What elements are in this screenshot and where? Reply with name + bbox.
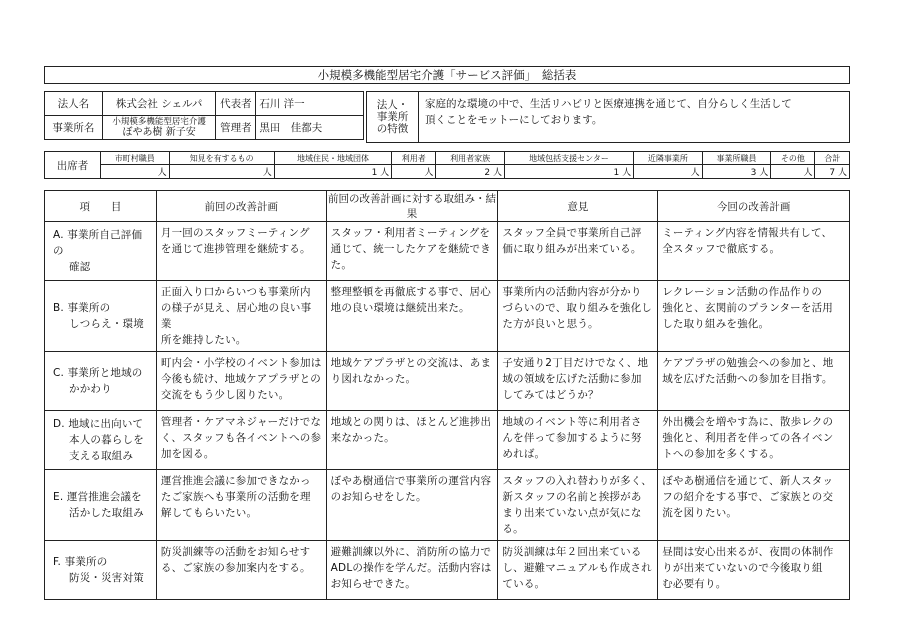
attendee-col: 知見を有するもの <box>169 152 274 165</box>
prev-plan-cell <box>156 352 326 411</box>
cell-line: D. 地域に出向いて <box>53 418 144 430</box>
cell-line: E. 運営推進会議を <box>53 491 142 503</box>
prev-plan-cell <box>156 281 326 352</box>
attendee-col: 事業所職員 <box>702 152 771 165</box>
cell-line: B. 事業所の <box>53 302 111 314</box>
cell-line: スタッフ・利用者ミーティングを <box>330 227 491 239</box>
feature-label-line2: 事業所 <box>376 111 409 123</box>
table-row <box>45 352 850 411</box>
result-cell <box>326 352 498 411</box>
attendee-value: 人 <box>392 165 436 179</box>
header-result: 前回の改善計画に対する取組み・結果 <box>326 191 498 222</box>
cell-line: り図れなかった。 <box>330 373 417 385</box>
cell-line: 地域ケアプラザとの交流は、あま <box>330 357 492 369</box>
item-cell <box>45 281 157 352</box>
cell-line: 通じて、統一したケアを継続でき <box>330 243 491 255</box>
cell-line: スタッフの入れ替わりが多く、 <box>502 475 653 487</box>
cell-line: 解してもらいたい。 <box>160 507 258 519</box>
representative-value: 石川 洋一 <box>256 92 364 116</box>
office-name-value <box>102 116 216 140</box>
representative-label: 代表者 <box>216 92 256 116</box>
cell-line: 整理整頓を再徹底する事で、居心 <box>330 286 491 298</box>
attendee-col: 合計 <box>815 152 850 165</box>
attendee-value: 人 <box>169 165 274 179</box>
cell-line: 防災・災害対策 <box>69 572 144 584</box>
cell-line: 強化と、玄関前のプランターを活用 <box>662 302 833 314</box>
table-row <box>45 222 850 281</box>
cell-line: ぼやあ樹通信を通じて、新人スタッ <box>662 475 834 487</box>
cell-line: した取り組みを強化。 <box>662 318 770 330</box>
cell-line: 防災訓練は年２回出来ている <box>502 546 642 558</box>
cell-line: 今後も続け、地域ケアプラザとの <box>160 373 321 385</box>
cell-line: 域の領域を広げた活動に参加 <box>502 373 642 385</box>
opinion-cell <box>498 281 658 352</box>
feature-label <box>367 92 419 143</box>
cell-line: 加を図る。 <box>160 448 215 460</box>
cell-line: し、避難マニュアルも作成され <box>502 562 652 574</box>
corp-name-value: 株式会社 シェルパ <box>102 92 216 116</box>
cell-line: た方が良いと思う。 <box>502 318 599 330</box>
result-cell <box>326 222 498 281</box>
attendee-col: 地域住民・地域団体 <box>274 152 391 165</box>
cell-line: む必要有り。 <box>662 578 727 590</box>
cell-line: 町内会・小学校のイベント参加は <box>160 357 322 369</box>
result-cell <box>326 411 498 470</box>
office-name-line2: ぼやあ樹 新子安 <box>122 126 196 138</box>
cell-line: たご家族へも事業所の活動を理 <box>160 491 311 503</box>
cell-line: まり出来ていない点が気にな <box>502 507 642 519</box>
feature-text-line2: 頂くことをモットーにしております。 <box>425 114 603 126</box>
new-plan-cell <box>658 411 850 470</box>
cell-line: 地域との関りは、ほとんど進捗出 <box>330 416 492 428</box>
cell-line: 防災訓練等の活動をお知らせす <box>160 546 311 558</box>
cell-line: 運営推進会議に参加できなかっ <box>160 475 311 487</box>
attendee-value: 人 <box>101 165 170 179</box>
cell-line: のお知らせをした。 <box>330 491 427 503</box>
cell-line: かかわり <box>69 383 112 395</box>
opinion-cell <box>498 222 658 281</box>
corp-name-label: 法人名 <box>45 92 103 116</box>
feature-table <box>366 91 850 143</box>
cell-line: めれば。 <box>502 448 546 460</box>
table-row <box>45 470 850 541</box>
header-new-plan: 今回の改善計画 <box>658 191 850 222</box>
cell-line: 強化と、利用者を伴っての各イベン <box>662 432 834 444</box>
attendee-col: 市町村職員 <box>101 152 170 165</box>
new-plan-cell <box>658 352 850 411</box>
cell-line: 正面入り口からいつも事業所内 <box>160 286 311 298</box>
opinion-cell <box>498 541 658 600</box>
cell-line: 支える取組み <box>69 450 134 462</box>
new-plan-cell <box>658 222 850 281</box>
attendee-value: 3 人 <box>702 165 771 179</box>
item-cell <box>45 222 157 281</box>
cell-line: 活かした取組み <box>69 507 144 519</box>
opinion-cell <box>498 470 658 541</box>
cell-line: 事業所内の活動内容が分かり <box>502 286 642 298</box>
cell-line: づらいので、取り組みを強化し <box>502 302 653 314</box>
attendee-value: 7 人 <box>815 165 850 179</box>
cell-line: ぼやあ樹通信で事業所の運営内容 <box>330 475 492 487</box>
attendee-value: 人 <box>771 165 815 179</box>
cell-line: の様子が見え、居心地の良い事業 <box>160 302 312 330</box>
cell-line: 流を図りたい。 <box>662 507 738 519</box>
cell-line: く、スタッフも各イベントへの参 <box>160 432 322 444</box>
result-cell <box>326 541 498 600</box>
cell-line: んを伴って参加するように努 <box>502 432 642 444</box>
cell-line: ADLの操作を学んだ。活動内容は <box>330 562 492 574</box>
prev-plan-cell <box>156 222 326 281</box>
cell-line: 来なかった。 <box>330 432 395 444</box>
cell-line: 地域のイベント等に利用者さ <box>502 416 642 428</box>
attendees-table <box>44 151 850 179</box>
document-title: 小規模多機能型居宅介護「サービス評価」 総括表 <box>44 66 850 84</box>
cell-line: A. 事業所自己評価の <box>53 229 143 257</box>
cell-line: 地の良い環境は継続出来た。 <box>330 302 470 314</box>
attendee-col: その他 <box>771 152 815 165</box>
cell-line: 避難訓練以外に、消防所の協力で <box>330 546 492 558</box>
opinion-cell <box>498 411 658 470</box>
table-row <box>45 281 850 352</box>
attendee-value: 人 <box>634 165 703 179</box>
cell-line: スタッフ全員で事業所自己評 <box>502 227 642 239</box>
item-cell <box>45 541 157 600</box>
attendee-col: 地域包括支援センター <box>504 152 633 165</box>
item-cell <box>45 411 157 470</box>
result-cell <box>326 281 498 352</box>
prev-plan-cell <box>156 411 326 470</box>
new-plan-cell <box>658 281 850 352</box>
cell-line: た。 <box>330 259 353 271</box>
header-opinion: 意見 <box>498 191 658 222</box>
evaluation-table <box>44 190 850 600</box>
cell-line: 外出機会を増やす為に、散歩レクの <box>662 416 834 428</box>
cell-line: 所を維持したい。 <box>160 334 247 346</box>
cell-line: 新スタッフの名前と挨拶があ <box>502 491 642 503</box>
attendee-value: 1 人 <box>504 165 633 179</box>
cell-line: りが出来ていないので今後取り組 <box>662 562 823 574</box>
cell-line: ている。 <box>502 578 546 590</box>
feature-label-line1: 法人・ <box>376 99 409 111</box>
cell-line: を通じて進捗管理を継続する。 <box>160 243 311 255</box>
office-name-label: 事業所名 <box>45 116 103 140</box>
cell-line: してみてはどうか？ <box>502 389 599 401</box>
attendee-col: 利用者家族 <box>436 152 505 165</box>
header-item: 項 目 <box>45 191 157 222</box>
cell-line: F. 事業所の <box>53 556 108 568</box>
cell-line: 月一回のスタッフミーティング <box>160 227 310 239</box>
new-plan-cell <box>658 470 850 541</box>
cell-line: お知らせできた。 <box>330 578 416 590</box>
attendees-label: 出席者 <box>45 152 101 179</box>
cell-line: 昼間は安心出来るが、夜間の体制作 <box>662 546 834 558</box>
cell-line: ミーティング内容を情報共有して、 <box>662 227 833 239</box>
feature-label-line3: の特徴 <box>376 123 409 135</box>
cell-line: C. 事業所と地域の <box>53 367 143 379</box>
feature-text-line1: 家庭的な環境の中で、生活リハビリと医療連携を通じて、自分らしく生活して <box>425 98 792 110</box>
opinion-cell <box>498 352 658 411</box>
cell-line: 管理者・ケアマネジャーだけでな <box>160 416 322 428</box>
attendee-value: 2 人 <box>436 165 505 179</box>
cell-line: フの紹介をする事で、ご家族との交 <box>662 491 834 503</box>
item-cell <box>45 470 157 541</box>
cell-line: ケアプラザの勉強会への参加と、地 <box>662 357 834 369</box>
cell-line: 確認 <box>69 261 91 273</box>
office-name-line1: 小規模多機能型居宅介護 <box>112 116 206 127</box>
cell-line: レクレーション活動の作品作りの <box>662 286 823 298</box>
prev-plan-cell <box>156 470 326 541</box>
attendee-value: 1 人 <box>274 165 391 179</box>
cell-line: 全スタッフで徹底する。 <box>662 243 781 255</box>
cell-line: しつらえ・環境 <box>69 318 144 330</box>
header-prev-plan: 前回の改善計画 <box>156 191 326 222</box>
manager-label: 管理者 <box>216 116 256 140</box>
cell-line: 本人の暮らしを <box>69 434 144 446</box>
item-cell <box>45 352 157 411</box>
attendee-col: 利用者 <box>392 152 436 165</box>
cell-line: トへの参加を多くする。 <box>662 448 780 460</box>
table-row <box>45 541 850 600</box>
feature-text <box>419 92 850 143</box>
cell-line: る、ご家族の参加案内をする。 <box>160 562 311 574</box>
result-cell <box>326 470 498 541</box>
corporation-info-table <box>44 91 364 140</box>
manager-value: 黒田 佳都夫 <box>256 116 364 140</box>
table-row <box>45 411 850 470</box>
cell-line: 交流をもう少し図りたい。 <box>160 389 290 401</box>
cell-line: 子安通り2丁目だけでなく、地 <box>502 357 649 369</box>
attendee-col: 近隣事業所 <box>634 152 703 165</box>
cell-line: 価に取り組みが出来ている。 <box>502 243 642 255</box>
new-plan-cell <box>658 541 850 600</box>
cell-line: る。 <box>502 523 524 535</box>
cell-line: 域を広げた活動への参加を目指す。 <box>662 373 833 385</box>
prev-plan-cell <box>156 541 326 600</box>
